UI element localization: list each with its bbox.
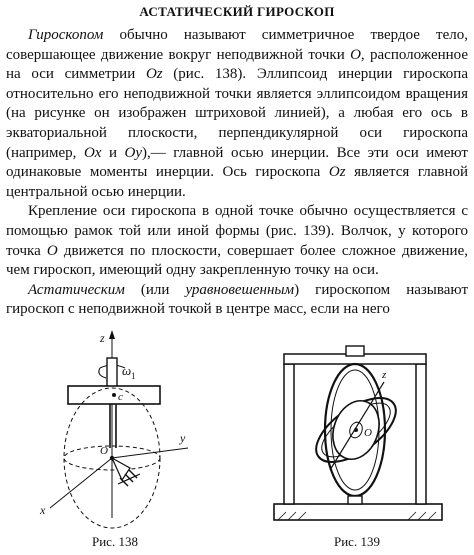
italic-term: Oz: [145, 66, 163, 83]
text-run: (рис. 138). Эллипсоид инерции гироскопа относительно его неподвижной точки является эллипсоидом вращения (на рисунке он изображен штриховой линией), а любая его ось в экваториальной плоскости, перпендикулярной оси гироскопа (например,: [6, 66, 468, 161]
italic-term: Oz: [328, 164, 346, 181]
text-run: является главной центральной осью инерции.: [6, 164, 469, 200]
italic-term: Астатическим: [28, 281, 125, 298]
text-run: ),— главной осью инерции. Все эти оси имеют одинаковые моменты инерции. Ось гироскопа: [6, 144, 468, 181]
paragraph-2: [6, 202, 468, 280]
figure-138-gyroscope-diagram: [30, 328, 210, 533]
text-run: Крепление оси гироскопа в одной точке обычно осуществляется с помощью рамок той или иной формы (рис. 139). Волчок, у которого точка: [6, 203, 468, 259]
text-run: обычно называют симметричное твердое тело, совершающее движение вокруг неподвижной точки: [6, 27, 468, 63]
section-heading: АСТАТИЧЕСКИЙ ГИРОСКОП: [139, 4, 335, 19]
paragraph-1: [6, 26, 468, 202]
label-omega-sub: 1: [131, 371, 136, 381]
text-run: (или: [124, 281, 186, 298]
paragraph-3: [6, 281, 468, 320]
italic-term: Гироскопом: [28, 27, 104, 43]
text-run: , расположенное на оси симметрии: [6, 46, 468, 83]
italic-term: Oy: [124, 144, 143, 161]
figure-139-caption: Рис. 139: [334, 534, 380, 549]
label-z: z: [100, 331, 105, 345]
italic-term: уравновешенным: [185, 281, 295, 298]
label-omega: ω: [122, 363, 132, 378]
italic-term: O: [46, 242, 58, 259]
figure-138-caption: Рис. 138: [92, 534, 138, 549]
body-text: [6, 26, 468, 320]
italic-term: Ox: [83, 144, 102, 161]
label-z-139: z: [382, 369, 387, 381]
label-c: c: [118, 391, 123, 403]
label-o-139: O: [364, 427, 372, 439]
label-x: x: [40, 503, 46, 517]
text-run: и: [101, 144, 125, 161]
italic-term: O: [350, 46, 361, 63]
label-y: y: [180, 431, 186, 445]
text-run: ) гироскопом называют гироскоп с неподвижной точкой в центре масс, если на него: [6, 281, 468, 318]
figure-139-gimbal-diagram: [268, 342, 448, 530]
label-o: O: [100, 445, 108, 457]
text-run: движется по плоскости, совершает более сложное движение, чем гироскоп, имеющий одну закрепленную точку на оси.: [6, 242, 468, 279]
